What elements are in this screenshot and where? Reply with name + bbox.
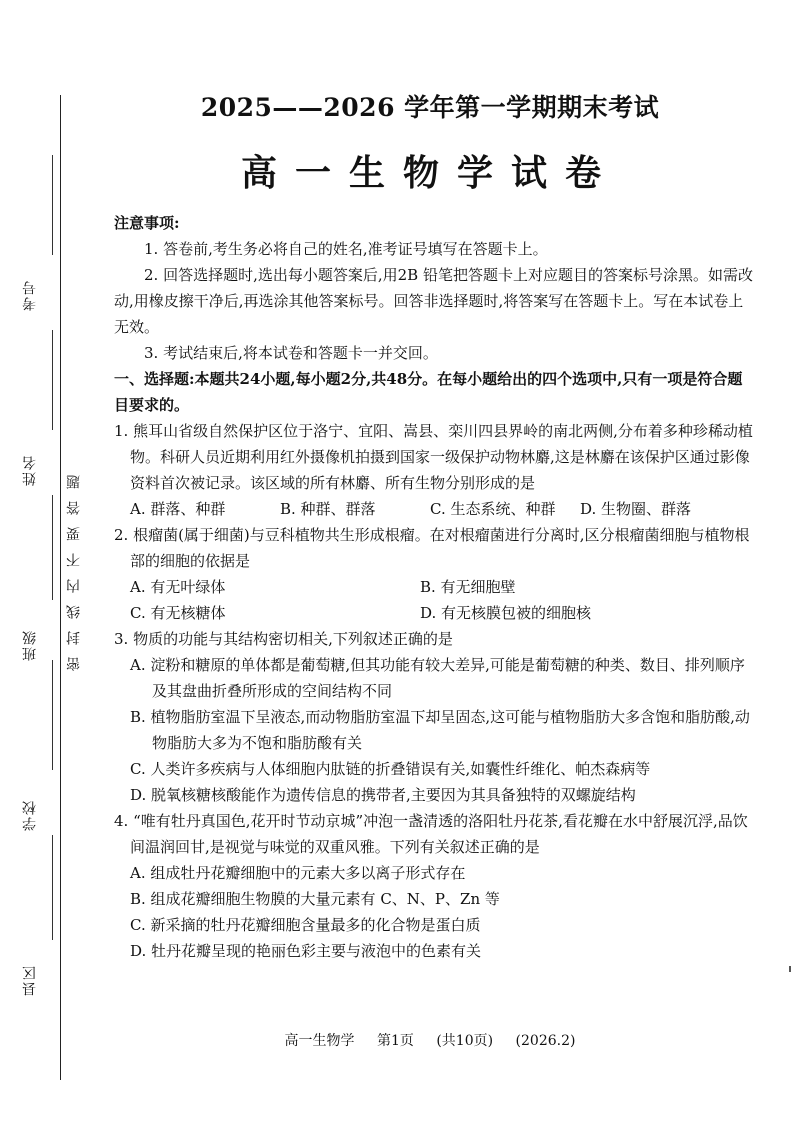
option-c: C. 生态系统、种群 xyxy=(430,500,556,518)
notice-item-3: 3. 考试结束后,将本试卷和答题卡一并交回。 xyxy=(144,344,438,362)
question-stem: 3. 物质的功能与其结构密切相关,下列叙述正确的是 xyxy=(114,630,453,648)
question-1 xyxy=(114,418,754,522)
seal-char: 要 xyxy=(66,515,82,542)
footer-total-pages: (共10页) xyxy=(436,1033,494,1049)
field-line-county[interactable] xyxy=(52,835,53,940)
footer-page-number: 第1页 xyxy=(376,1033,414,1049)
field-line-class[interactable] xyxy=(52,495,53,600)
question-stem: 4. “唯有牡丹真国色,花开时节动京城”冲泡一盏清透的洛阳牡丹花茶,看花瓣在水中舒展沉浮,品饮间温润回甘,是视觉与味觉的双重风雅。下列有关叙述正确的是 xyxy=(114,812,748,856)
notice-heading: 注意事项: xyxy=(114,214,180,232)
notice-item-1: 1. 答卷前,考生务必将自己的姓名,准考证号填写在答题卡上。 xyxy=(144,240,548,258)
option-b: B. 组成花瓣细胞生物膜的大量元素有 C、N、P、Zn 等 xyxy=(130,890,500,908)
seal-char: 线 xyxy=(66,593,82,620)
paper-title: 高一生物学试卷 xyxy=(240,152,619,194)
footer-subject: 高一生物学 xyxy=(284,1033,355,1049)
option-a: A. 组成牡丹花瓣细胞中的元素大多以离子形式存在 xyxy=(130,864,466,882)
footer-date: (2026.2) xyxy=(515,1033,576,1049)
field-county xyxy=(20,945,60,1045)
option-c: C. 新采摘的牡丹花瓣细胞含量最多的化合物是蛋白质 xyxy=(130,916,481,934)
seal-char: 不 xyxy=(66,541,82,568)
option-a: A. 有无叶绿体 xyxy=(130,578,226,596)
option-d: D. 生物圈、群落 xyxy=(580,500,692,518)
option-b: B. 植物脂肪室温下呈液态,而动物脂肪室温下却呈固态,这可能与植物脂肪大多含饱和脂肪酸,动物脂肪大多为不饱和脂肪酸有关 xyxy=(130,708,750,752)
scan-mark xyxy=(789,966,791,972)
notice-item-2: 2. 回答选择题时,选出每小题答案后,用2B 铅笔把答题卡上对应题目的答案标号涂黑。如需改动,用橡皮擦干净后,再选涂其他答案标号。回答非选择题时,将答案写在答题卡上。写在本试卷上无效。 xyxy=(114,266,753,336)
exam-title: 2025——2026 学年第一学期期末考试 xyxy=(200,93,660,122)
option-d: D. 有无核膜包被的细胞核 xyxy=(420,604,592,622)
field-line-exam-number[interactable] xyxy=(52,155,53,255)
seal-char: 密 xyxy=(66,645,82,672)
option-b: B. 有无细胞壁 xyxy=(420,578,516,596)
seal-char: 内 xyxy=(66,567,82,594)
option-row xyxy=(114,496,754,522)
option-d: D. 脱氧核糖核酸能作为遗传信息的携带者,主要因为其具备独特的双螺旋结构 xyxy=(130,786,636,804)
field-line-school[interactable] xyxy=(52,660,53,770)
question-stem: 1. 熊耳山省级自然保护区位于洛宁、宜阳、嵩县、栾川四县界岭的南北两侧,分布着多种珍稀动植物。科研人员近期利用红外摄像机拍摄到国家一级保护动物林麝,这是林麝在该保护区通过影像资料首次被记录。该区域的所有林麝、所有生物分别形成的是 xyxy=(114,422,753,492)
seal-char: 答 xyxy=(66,489,82,516)
seal-line-text xyxy=(64,440,104,695)
question-stem: 2. 根瘤菌(属于细菌)与豆科植物共生形成根瘤。在对根瘤菌进行分离时,区分根瘤菌细胞与植物根部的细胞的依据是 xyxy=(114,526,750,570)
option-d: D. 牡丹花瓣呈现的艳丽色彩主要与液泡中的色素有关 xyxy=(130,942,482,960)
option-b: B. 种群、群落 xyxy=(280,500,376,518)
option-row xyxy=(114,574,754,600)
binding-margin-rule xyxy=(60,95,61,1080)
field-label-class: 班级 xyxy=(22,629,38,661)
option-a: A. 淀粉和糖原的单体都是葡萄糖,但其功能有较大差异,可能是葡萄糖的种类、数目、排列顺序及其盘曲折叠所形成的空间结构不同 xyxy=(130,656,745,700)
question-2 xyxy=(114,522,754,626)
exam-content xyxy=(114,210,754,964)
option-row xyxy=(114,600,754,626)
field-name xyxy=(20,430,60,530)
field-exam-number xyxy=(20,235,60,365)
field-label-school: 学校 xyxy=(22,799,38,831)
seal-char: 题 xyxy=(66,463,82,490)
question-4 xyxy=(114,808,754,964)
section-1-heading: 一、选择题:本题共24小题,每小题2分,共48分。在每小题给出的四个选项中,只有一项是符合题目要求的。 xyxy=(114,370,743,414)
option-c: C. 有无核糖体 xyxy=(130,604,226,622)
field-school xyxy=(20,775,60,875)
field-label-name: 姓名 xyxy=(22,454,38,486)
option-a: A. 群落、种群 xyxy=(130,500,226,518)
field-label-county: 县区 xyxy=(22,964,38,996)
field-line-name[interactable] xyxy=(52,330,53,430)
page-footer xyxy=(110,1030,750,1050)
field-label-exam-number: 考号 xyxy=(22,279,38,311)
seal-char: 封 xyxy=(66,619,82,646)
option-c: C. 人类许多疾病与人体细胞内肽链的折叠错误有关,如囊性纤维化、帕杰森病等 xyxy=(130,760,651,778)
field-class xyxy=(20,605,60,705)
question-3 xyxy=(114,626,754,808)
